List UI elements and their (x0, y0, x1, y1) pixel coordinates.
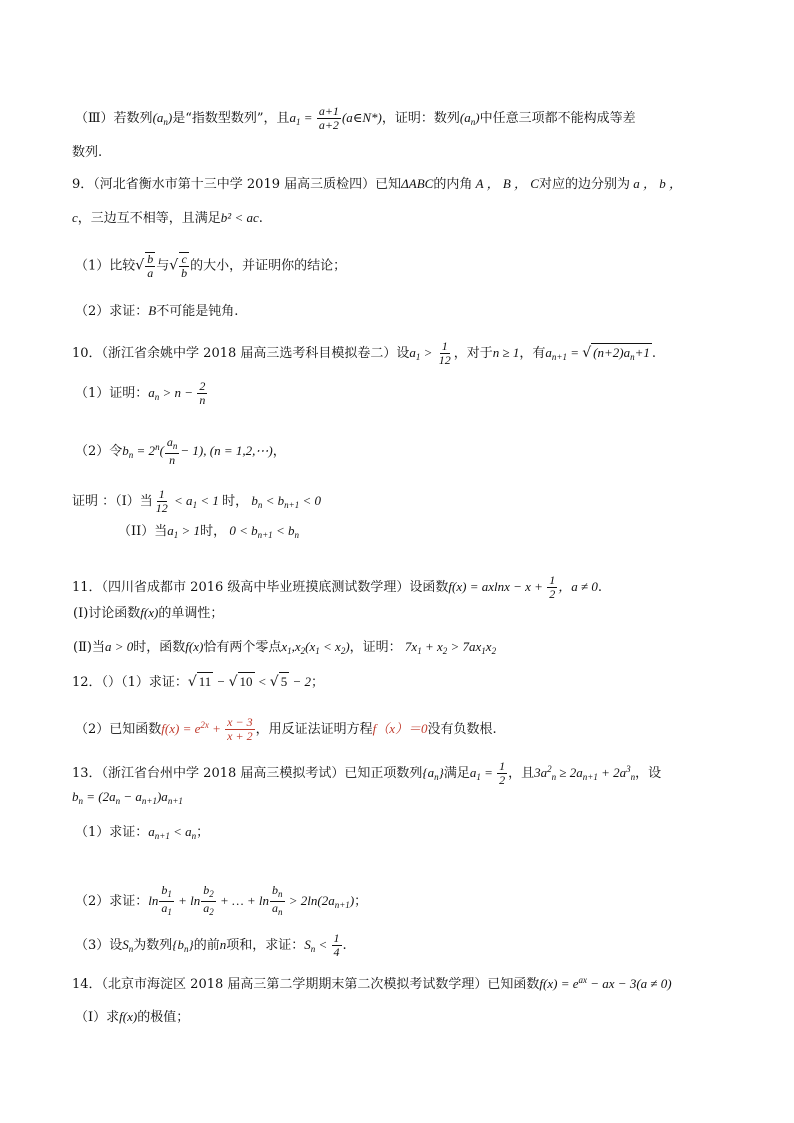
q11-part2 (73, 638, 496, 660)
text: 已知函数 (487, 977, 540, 992)
text: 已知正项数列 (344, 766, 423, 781)
math-claim: $a_n > n$ − (148, 385, 197, 402)
q11-stem: 11．（四川省成都市 2016 级高中毕业班摸底测试数学理）设函数f(x) = axlnx − x + $\frac{1}{2}$ ，a ≠ 0. (72, 573, 602, 601)
math-n: n (219, 937, 227, 952)
text: 数列. (72, 145, 103, 160)
text: 的内角 (433, 177, 473, 192)
text: ，三边互不相等，且满足 (77, 211, 221, 226)
question-source: （北京市海淀区 2018 届高三第二学期期末第二次模拟考试数学理） (101, 977, 488, 992)
math-angles: A ， B ， C (472, 176, 539, 191)
fraction (154, 488, 170, 515)
math-bn: $b_n = 2^n$( (122, 442, 164, 460)
text: ，且 (508, 766, 535, 781)
text: 的极值； (137, 1010, 190, 1025)
denominator: n (199, 393, 206, 407)
q8-part3-line1 (75, 105, 636, 132)
math-inequality: b² < ac (220, 210, 259, 225)
q13-stem-line1 (72, 760, 661, 787)
q13-part2 (75, 884, 367, 919)
numerator: 1 (158, 487, 165, 501)
fraction (179, 252, 189, 280)
text: 已知 (375, 177, 402, 192)
question-source: （浙江省余姚中学 2018 届高三选考科目模拟卷二） (101, 346, 397, 361)
question-number: 11． (72, 580, 102, 595)
text: 的大小，并证明你的结论； (190, 258, 347, 274)
question-number: 9． (72, 177, 94, 192)
text: 为数列 (133, 938, 173, 953)
text: 的前 (193, 938, 220, 953)
fraction (201, 884, 216, 919)
denominator: n (169, 453, 176, 467)
numerator: 2 (199, 379, 206, 393)
math-claim: $a_{n+1} < a_n$ (148, 824, 197, 841)
text: 满足 (443, 766, 470, 781)
math-an: $(a_n)$ (152, 110, 173, 127)
text: 时， (222, 494, 249, 509)
math-bn: $b_n = (2a_n - a_{n+1})a_{n+1}$ (72, 789, 183, 806)
math-conclusion: $0 < b_{n+1} < b_n$ (226, 523, 299, 540)
numerator: $b_2$ (201, 884, 216, 902)
q11-part1 (73, 604, 223, 623)
numerator: c (181, 252, 187, 266)
question-number: 12． (72, 675, 102, 690)
radical: √ (169, 257, 179, 274)
q10-part2 (75, 436, 286, 467)
text: ，用反证法证明方程 (255, 722, 373, 737)
q12-part2 (75, 716, 497, 743)
part-label: (Ⅱ)当 (73, 640, 105, 655)
denominator: $a_1$ (161, 901, 172, 917)
q9-stem-line1 (72, 175, 682, 194)
q10-part1 (75, 380, 208, 407)
text: ， (272, 444, 286, 459)
math-ln: ln (148, 893, 159, 908)
q13-stem-line2 (72, 788, 183, 810)
math-ln: + … + ln (216, 893, 270, 908)
math-bn-tail: − 1), (n = 1,2,⋯) (180, 443, 273, 458)
text: ，设 (635, 766, 662, 781)
fraction (270, 884, 285, 919)
text: 没有负数根. (427, 722, 497, 737)
math-a1: $a_1$ = (469, 765, 497, 782)
text: ，证明：数列 (381, 111, 460, 126)
question-number: 14． (72, 977, 102, 992)
math-seq: $\{b_n\}$ (172, 937, 194, 954)
part-label: （2）求证： (75, 894, 149, 909)
text: 是“指数型数列”，且 (172, 111, 290, 126)
math-n: n ≥ 1 (492, 345, 520, 360)
text: 与 (156, 258, 170, 274)
question-source: （四川省成都市 2016 级高中毕业班摸底测试数学理） (101, 580, 410, 595)
fraction (225, 716, 254, 743)
text: 设函数 (409, 580, 449, 595)
denominator: 12 (155, 501, 168, 515)
text: 设 (396, 346, 410, 361)
math-fx: f(x) (119, 1009, 138, 1024)
numerator: x − 3 (227, 715, 253, 729)
fraction (332, 932, 342, 959)
part-label: （Ⅲ） (75, 111, 114, 126)
math-conclusion: $b_n < b_{n+1} < 0$ (248, 493, 321, 510)
text: 若数列 (113, 111, 153, 126)
text: 的单调性； (158, 606, 224, 621)
denominator: 2 (499, 773, 506, 787)
fraction (437, 340, 453, 367)
part-label: （1）求证： (121, 675, 188, 690)
q9-part1 (75, 252, 346, 280)
text: 时，函数 (133, 640, 186, 655)
question-source: （） (101, 675, 122, 690)
q13-part3: （3）设$S_n$为数列$\{b_n\}$的前n项和，求证：$S_n$ < $\frac{1}{4}$ . (75, 931, 347, 959)
text: 不可能是钝角. (156, 304, 239, 319)
fraction (197, 380, 207, 407)
numerator: $a_n$ (165, 436, 180, 454)
part-label: （1）比较 (75, 258, 136, 274)
math-function: f(x) = axlnx − x + (448, 579, 547, 594)
part-label: (Ⅰ)讨论函数 (73, 606, 141, 621)
math-a1: $a_1$ = (289, 110, 316, 127)
q14-part1 (75, 1008, 189, 1027)
denominator: 4 (333, 945, 340, 959)
math-condition: ，a ≠ 0 (558, 579, 598, 594)
q10-proof-case1 (72, 488, 321, 515)
part-label: （3）设 (75, 938, 123, 953)
q12-part1: 12．（）（1）求证：√ 11 − √ 10 < √ 5 − 2； (72, 674, 324, 690)
part-label: （Ⅰ）求 (75, 1010, 120, 1025)
q9-part2 (75, 302, 238, 321)
part-label: 证明 ：（I）当 (72, 494, 153, 509)
text: 对应的边分别为 (538, 177, 630, 192)
math-function: $f(x) = e^{ax}$ − ax − 3(a ≠ 0) (539, 975, 672, 991)
math-sides: a ， b ， (629, 176, 682, 191)
math-equation: f（x）＝0 (372, 721, 428, 736)
numerator: 1 (441, 339, 448, 353)
fraction (165, 436, 180, 467)
q10-stem: 10．（浙江省余姚中学 2018 届高三选考科目模拟卷二）设$a_1$ > $\frac{1}{12}$ ，对于n ≥ 1，有$a_{n+1}$ = √ $(n+2)a_n+1$ . (72, 339, 657, 367)
part-label: （2）令 (75, 444, 123, 459)
q14-stem (72, 971, 672, 994)
text: 时， (200, 524, 227, 539)
math-claim: $S_n$ < (304, 937, 331, 954)
part-label: （II）当 (118, 524, 168, 539)
text: ，有 (519, 346, 546, 361)
text: 中任意三项都不能构成等差 (479, 111, 636, 126)
condition: (a∈N*) (341, 110, 382, 125)
fraction (317, 105, 341, 132)
math-a1: $a_1$ > (409, 345, 436, 362)
math-seq: $\{a_n\}$ (422, 765, 444, 782)
fraction (159, 884, 174, 919)
math-a-pos: a > 0 (104, 639, 134, 654)
math-claim: $7x_1 + x_2 > 7ax_1x_2$ (401, 639, 497, 656)
denominator: x + 2 (227, 729, 253, 743)
question-number: 13． (72, 766, 102, 781)
denominator: $a_2$ (203, 901, 214, 917)
math-range: < $a_1 < 1$ (170, 493, 223, 510)
numerator: $b_1$ (159, 884, 174, 902)
text: ，对于 (453, 346, 493, 361)
math-fx: f(x) (140, 605, 159, 620)
part-label: （1）证明： (75, 386, 149, 401)
math-range: $a_1 > 1$ (167, 523, 201, 540)
denominator: a+2 (318, 118, 339, 132)
numerator: a+1 (318, 104, 339, 118)
denominator: 2 (549, 587, 556, 601)
part-label: （2）已知函数 (75, 722, 162, 737)
math-fx: f(x) (185, 639, 204, 654)
math-zeros: $x_1,x_2(x_1 < x_2)$ (281, 639, 350, 656)
math-c: c (72, 210, 78, 225)
q9-stem-line2: c，三边互不相等，且满足b² < ac. (72, 210, 263, 226)
denominator: b (181, 266, 188, 280)
math-an: $(a_n)$ (459, 110, 480, 127)
q10-proof-case2 (118, 522, 299, 544)
math-B: B (148, 303, 157, 318)
math-ineq: $3a^2_n \ge 2a_{n+1} + 2a^3_n$ (534, 764, 636, 782)
math-Sn: $S_n$ (122, 937, 134, 954)
math-claim: > $2\ln(2a_{n+1})$ (285, 893, 355, 910)
numerator: $b_n$ (270, 884, 285, 902)
math-recurrence: $a_{n+1}$ = √ $(n+2)a_n+1$ (545, 345, 652, 360)
math-ln: + ln (174, 893, 201, 908)
math-claim: √ 11 − √ 10 < √ 5 − 2 (187, 674, 311, 690)
text: 项和，求证： (226, 938, 305, 953)
question-source: （浙江省台州中学 2018 届高三模拟考试） (101, 766, 345, 781)
fraction (145, 252, 155, 280)
question-number: 10． (72, 346, 102, 361)
radical: √ (135, 257, 145, 274)
text: ，证明： (349, 640, 402, 655)
text: ； (354, 894, 368, 909)
numerator: 1 (333, 931, 340, 945)
math-function: $f(x) = e^{2x}$ + (161, 720, 225, 736)
numerator: 1 (499, 759, 506, 773)
part-label: （2）求证： (75, 304, 149, 319)
numerator: b (147, 252, 154, 266)
text: 恰有两个零点 (203, 640, 282, 655)
denominator: 12 (438, 353, 451, 367)
q8-part3-line2 (72, 144, 102, 162)
question-source: （河北省衡水市第十三中学 2019 届高三质检四） (93, 177, 376, 192)
fraction (547, 574, 557, 601)
math-triangle: ΔABC (401, 176, 434, 191)
denominator: a (147, 266, 154, 280)
denominator: $a_n$ (272, 901, 283, 917)
numerator: 1 (549, 573, 556, 587)
q13-part1: （1）求证：$a_{n+1} < a_n$； (75, 824, 210, 841)
part-label: （1）求证： (75, 825, 149, 840)
fraction (497, 760, 507, 787)
